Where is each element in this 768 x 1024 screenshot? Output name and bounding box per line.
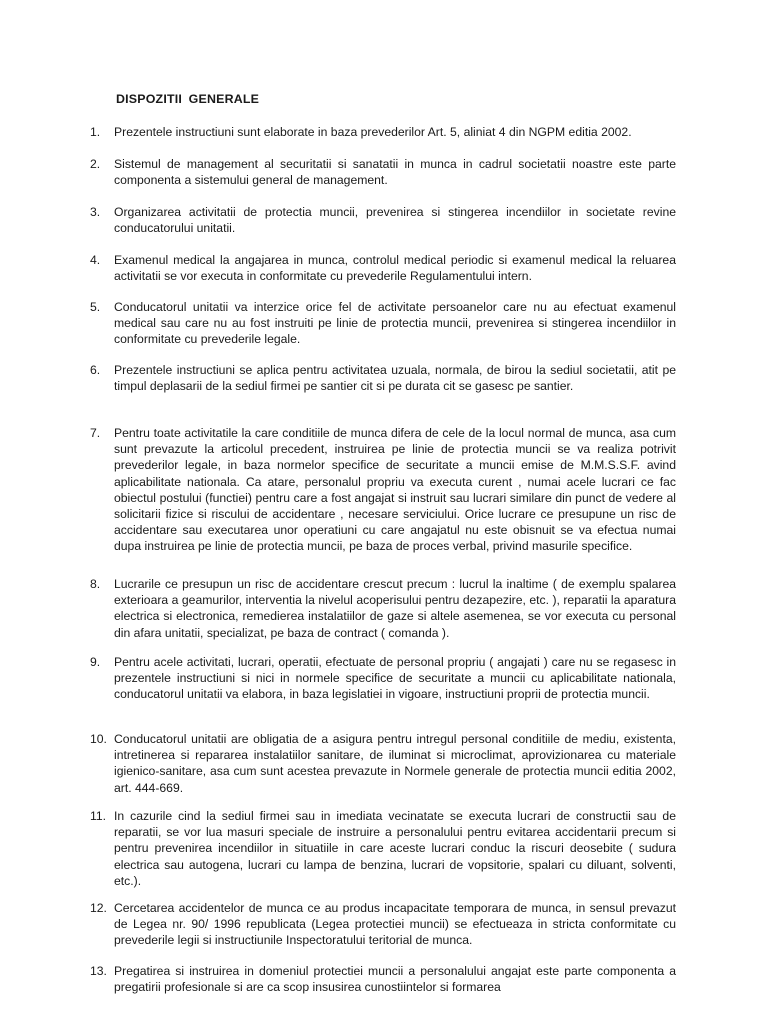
item-text: Cercetarea accidentelor de munca ce au produs incapacitate temporara de munca, in sensul prevazut de Legea nr. 90/ 1996 republicata (Legea protectiei muncii) se efectueaza in stricta conformitate cu prevederile legii si instructiunile Inspectoratului teritorial de munca. [114,901,676,948]
item-number: 7. [90,426,101,440]
item-number: 1. [90,125,101,139]
document-title: DISPOZITII GENERALE [116,92,260,106]
item-text: Sistemul de management al securitatii si sanatatii in munca in cadrul societatii noastre este parte componenta a sistemului general de management. [114,157,676,188]
list-item [90,156,676,188]
list-item [90,963,676,995]
list-item [90,900,676,949]
item-number: 5. [90,300,101,314]
item-number: 10. [90,732,107,746]
item-number: 3. [90,205,101,219]
item-text: Conducatorul unitatii are obligatia de a asigura pentru intregul personal conditiile de mediu, existenta, intretinerea si repararea instalatiilor sanitare, de iluminat si microclimat, aprovizionarea cu materiale igienico-sanitare, asa cum sunt acestea prevazute in Normele generale de protectia muncii editia 2002, art. 444-669. [114,732,676,795]
list-item [90,654,676,703]
list-item [90,731,676,796]
item-text: Organizarea activitatii de protectia muncii, prevenirea si stingerea incendiilor in societate revine conducatorului unitatii. [114,205,676,236]
item-number: 13. [90,964,107,978]
item-number: 4. [90,253,101,267]
item-text: Pentru toate activitatile la care conditiile de munca difera de cele de la locul normal de munca, asa cum sunt prevazute la articolul precedent, instruirea pe linie de protectia muncii se va realiza potrivit prevederilor legale, in baza normelor specifice de securitate a muncii emise de M.M.S.S.F. avind aplicabilitate nationala. Ca atare, personalul propriu va executa curent , numai acele lucrari ce fac obiectul postului (functiei) pentru care a fost angajat si instruit sau lucrari similare din punct de vedere al solicitarii fizice si riscului de accidentare , necesare serviciului. Orice lucrare ce presupune un risc de accidentare sau executarea unor operatiuni cu care angajatul nu este obisnuit se va efectua numai dupa instruirea pe linie de protectia muncii, pe baza de proces verbal, privind masurile specifice. [114,426,676,554]
item-number: 11. [90,809,107,823]
item-number: 12. [90,901,107,915]
list-item [90,808,676,889]
list-item [90,124,676,140]
item-number: 2. [90,157,101,171]
list-item [90,204,676,236]
item-text: Pregatirea si instruirea in domeniul protectiei muncii a personalului angajat este parte componenta a pregatirii profesionale si are ca scop insusirea cunostiintelor si formarea [114,964,676,995]
list-item [90,425,676,555]
list-item [90,299,676,348]
item-number: 6. [90,363,101,377]
item-text: Examenul medical la angajarea in munca, controlul medical periodic si examenul medical la reluarea activitatii se vor executa in conformitate cu prevederile Regulamentului intern. [114,253,676,284]
item-text: In cazurile cind la sediul firmei sau in imediata vecinatate se executa lucrari de constructii sau de reparatii, se vor lua masuri speciale de instruire a personalului pentru evitarea accidentarii precum si pentru prevenirea incendiilor in situatiile in care aceste lucrari conduc la riscuri deosebite ( sudura electrica sau autogena, lucrari cu lampa de benzina, lucrari de vopsitorie, spalari cu diluant, solventi, etc.). [114,809,676,888]
item-text: Prezentele instructiuni se aplica pentru activitatea uzuala, normala, de birou la sediul societatii, atit pe timpul deplasarii de la sediul firmei pe santier cit si pe durata cit se gasesc pe santier. [114,363,676,394]
item-text: Prezentele instructiuni sunt elaborate in baza prevederilor Art. 5, aliniat 4 din NGPM editia 2002. [114,125,632,139]
item-number: 8. [90,577,101,591]
list-item [90,252,676,284]
item-text: Lucrarile ce presupun un risc de accidentare crescut precum : lucrul la inaltime ( de exemplu spalarea exterioara a geamurilor, interventia la nivelul acoperisului pentru dezapezire, etc. ), reparatii la aparatura electrica si electronica, remedierea instalatiilor de gaze si altele asemenea, se vor executa cu personal din afara unitatii, specializat, pe baza de contract ( comanda ). [114,577,676,640]
item-text: Pentru acele activitati, lucrari, operatii, efectuate de personal propriu ( angajati ) care nu se regasesc in prezentele instructiuni si nici in normele specifice de securitate a muncii cu aplicabilitate nationala, conducatorul unitatii va elabora, in baza legislatiei in vigoare, instructiuni proprii de protectia muncii. [114,655,676,702]
item-number: 9. [90,655,101,669]
item-text: Conducatorul unitatii va interzice orice fel de activitate persoanelor care nu au efectuat examenul medical sau care nu au fost instruiti pe linie de protectia muncii, prevenirea si stingerea incendiilor in conformitate cu prevederile legale. [114,300,676,347]
list-item [90,576,676,641]
list-item [90,362,676,394]
